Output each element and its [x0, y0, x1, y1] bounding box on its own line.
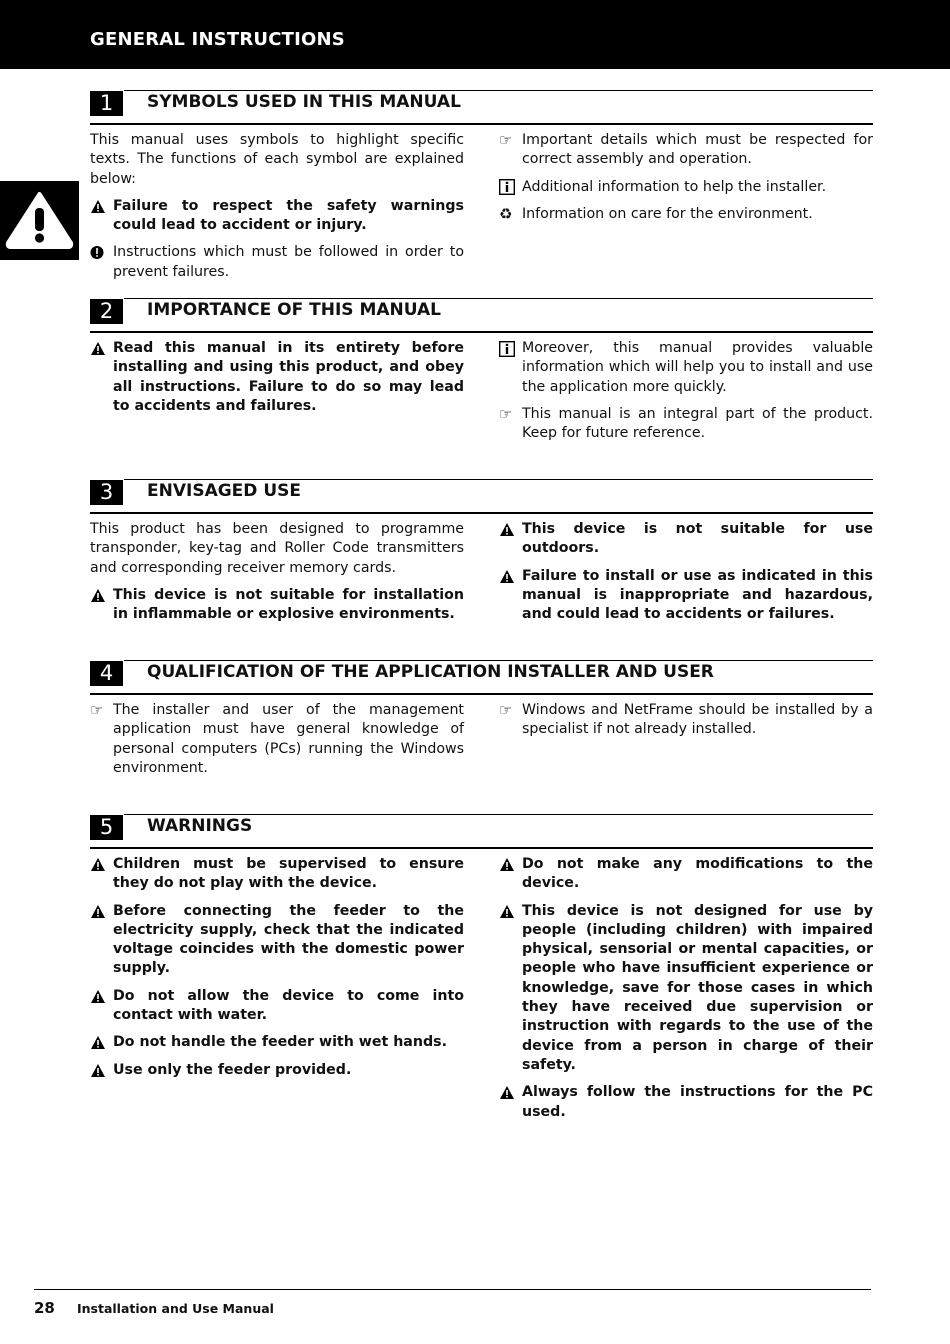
warning-item: This device is not suitable for use outdoors.	[499, 520, 873, 559]
section-title: IMPORTANCE OF THIS MANUAL	[147, 300, 442, 320]
left-column	[90, 520, 464, 632]
warning-item: Children must be supervised to ensure they do not play with the device.	[90, 855, 464, 894]
warning-item: Do not allow the device to come into contact with water.	[90, 987, 464, 1026]
right-column	[499, 520, 873, 632]
section-number: 3	[90, 480, 123, 505]
exclamation-circle-icon	[90, 243, 110, 262]
info-icon	[499, 178, 519, 197]
left-column	[90, 701, 464, 786]
warning-icon	[90, 1033, 110, 1052]
warning-icon	[499, 855, 519, 874]
section-header	[90, 90, 873, 125]
section-title: ENVISAGED USE	[147, 481, 301, 501]
paragraph: This manual uses symbols to highlight specific texts. The functions of each symbol are explained below:	[90, 132, 464, 187]
caution-item: Instructions which must be followed in order to prevent failures.	[90, 243, 464, 282]
section-envisaged-use	[90, 479, 873, 623]
page-header-title: GENERAL INSTRUCTIONS	[90, 29, 345, 50]
warning-icon	[90, 987, 110, 1006]
side-tab	[0, 181, 79, 260]
left-column	[90, 131, 464, 290]
pointing-hand-icon: ☞	[90, 701, 104, 719]
note-item: ☞ The installer and user of the management application must have general knowledge of personal computers (PCs) running the Windows environment.	[90, 701, 464, 776]
note-item: ☞ This manual is an integral part of the product. Keep for future reference.	[499, 404, 873, 442]
warning-item: Read this manual in its entirety before installing and using this product, and obey all instructions. Failure to do so may lead to accidents and failures.	[90, 339, 464, 416]
left-column	[90, 339, 464, 424]
info-item: Additional information to help the installer.	[499, 178, 873, 197]
warning-item: Always follow the instructions for the PC used.	[499, 1083, 873, 1122]
warning-item: Use only the feeder provided.	[90, 1061, 464, 1080]
warning-item: Before connecting the feeder to the electricity supply, check that the indicated voltage coincides with the domestic power supply.	[90, 902, 464, 979]
right-column	[499, 855, 873, 1130]
warning-icon	[90, 586, 110, 605]
warning-icon	[90, 197, 110, 216]
warning-icon	[499, 567, 519, 586]
right-column	[499, 131, 873, 232]
section-number: 2	[90, 299, 123, 324]
warning-icon	[499, 902, 519, 921]
section-header	[90, 479, 873, 514]
warning-item: Do not handle the feeder with wet hands.	[90, 1033, 464, 1052]
section-warnings	[90, 814, 873, 1120]
footer-title: Installation and Use Manual	[77, 1301, 274, 1316]
footer-divider	[34, 1289, 871, 1290]
warning-triangle-icon	[0, 181, 79, 260]
pointing-hand-icon: ☞	[499, 404, 513, 423]
section-title: SYMBOLS USED IN THIS MANUAL	[147, 92, 461, 112]
section-title: QUALIFICATION OF THE APPLICATION INSTALLER AND USER	[147, 662, 714, 682]
pointing-hand-icon: ☞	[499, 701, 513, 719]
pointing-hand-icon: ☞	[499, 131, 513, 149]
warning-item: This device is not suitable for installation in inflammable or explosive environments.	[90, 586, 464, 625]
left-column	[90, 855, 464, 1088]
section-number: 4	[90, 661, 123, 686]
warning-item: Do not make any modifications to the device.	[499, 855, 873, 894]
section-header	[90, 660, 873, 695]
note-item: ☞ Windows and NetFrame should be installed by a specialist if not already installed.	[499, 701, 873, 738]
recycle-icon: ♻	[499, 204, 513, 223]
section-number: 5	[90, 815, 123, 840]
warning-icon	[90, 1061, 110, 1080]
environment-item: ♻ Information on care for the environment.	[499, 204, 813, 223]
section-title: WARNINGS	[147, 816, 253, 836]
warning-icon	[499, 1083, 519, 1102]
warning-icon	[90, 902, 110, 921]
warning-item: This device is not designed for use by people (including children) with impaired physical, sensorial or mental capacities, or people who have insufficient experience or knowledge, save for those cases in which they have received due supervision or instruction with regards to the use of the device from a person in charge of their safety.	[499, 902, 873, 1076]
section-importance	[90, 298, 873, 442]
right-column	[499, 701, 873, 748]
section-number: 1	[90, 91, 123, 116]
warning-item: Failure to respect the safety warnings could lead to accident or injury.	[90, 197, 464, 236]
right-column	[499, 339, 873, 451]
section-header	[90, 814, 873, 849]
header-bar	[0, 0, 950, 69]
info-icon	[499, 339, 519, 358]
warning-icon	[499, 520, 519, 539]
page-number: 28	[34, 1299, 55, 1317]
info-item: Moreover, this manual provides valuable information which will help you to install and use the application more quickly.	[499, 339, 873, 397]
warning-item: Failure to install or use as indicated in this manual is inappropriate and hazardous, and could lead to accidents or failures.	[499, 567, 873, 625]
section-symbols	[90, 90, 873, 280]
note-item: ☞ Important details which must be respected for correct assembly and operation.	[499, 131, 873, 168]
warning-icon	[90, 855, 110, 874]
section-header	[90, 298, 873, 333]
section-qualification	[90, 660, 873, 776]
warning-icon	[90, 339, 110, 358]
paragraph: This product has been designed to programme transponder, key-tag and Roller Code transmitters and corresponding receiver memory cards.	[90, 521, 464, 576]
